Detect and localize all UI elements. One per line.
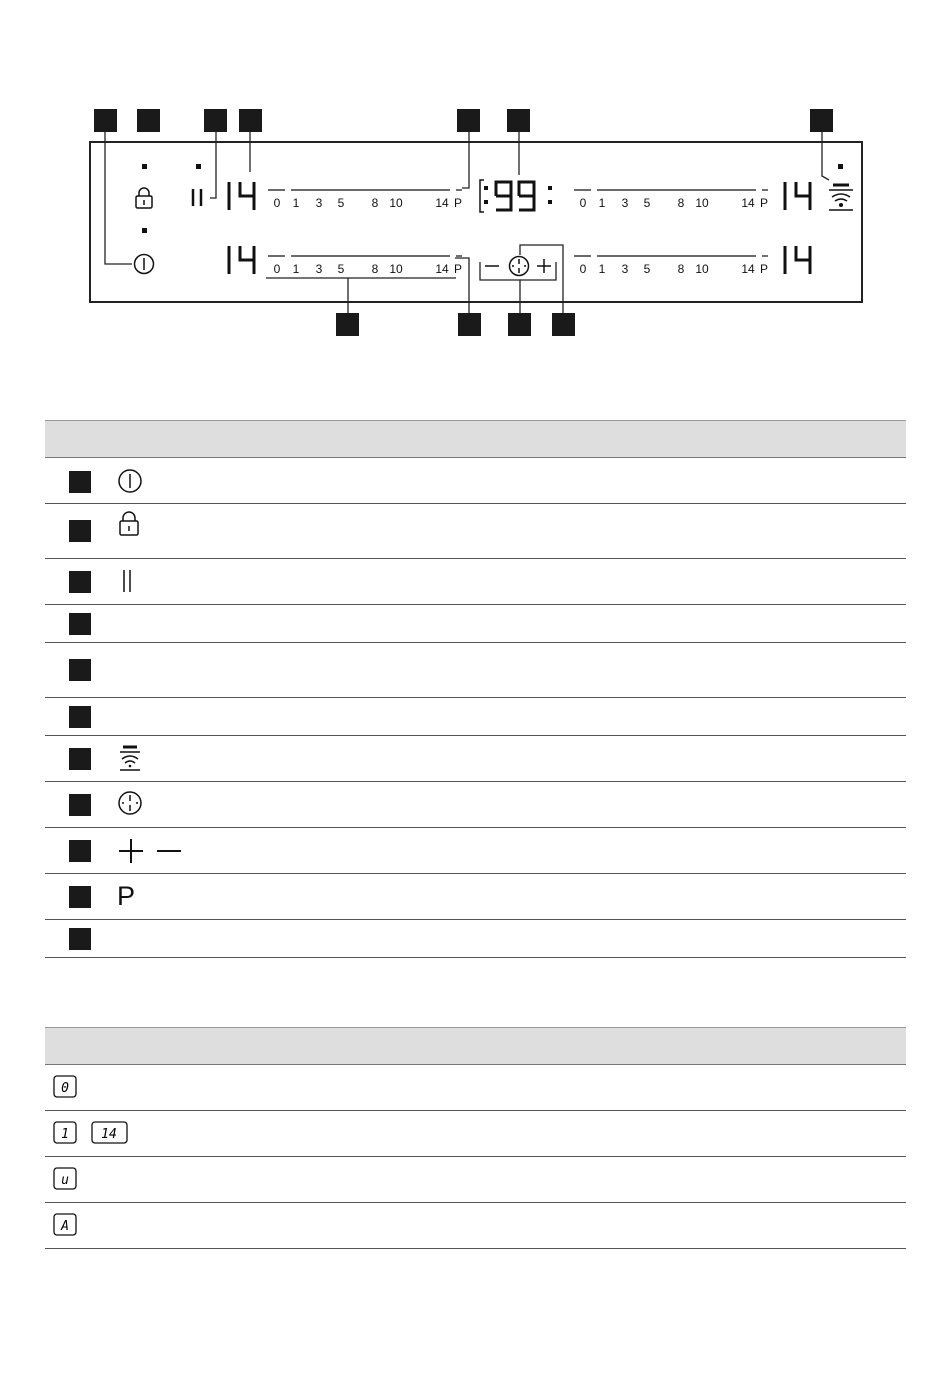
timer-icon[interactable]: [510, 257, 529, 276]
table-row: [45, 458, 906, 504]
scale-label: 14: [435, 262, 449, 276]
slider-scale-labels: [274, 196, 768, 276]
callout-marker: [69, 928, 91, 950]
displays-table-header: [45, 1027, 906, 1065]
table-row: [45, 1111, 906, 1157]
on-off-icon: [117, 468, 143, 494]
power-level-display-right-bottom: [785, 246, 810, 274]
scale-label: 10: [695, 196, 709, 210]
control-panel-diagram: [0, 0, 950, 350]
display-zero-icon: [53, 1075, 79, 1099]
scale-label: 3: [315, 196, 323, 210]
table-row: [45, 920, 906, 958]
lock-icon: [117, 511, 141, 537]
table-row: [45, 504, 906, 559]
table-row: [45, 605, 906, 643]
scale-label: 1: [598, 262, 606, 276]
scale-label: P: [453, 262, 463, 276]
scale-label: 1: [598, 196, 606, 210]
display-fourteen-icon: [91, 1121, 129, 1145]
display-one-icon: [53, 1121, 79, 1145]
callout-marker: [457, 109, 480, 132]
scale-label: 5: [337, 262, 345, 276]
display-value: 0: [61, 1081, 69, 1096]
callout-marker: [69, 613, 91, 635]
plus-minus-icon: [117, 838, 187, 864]
table-row: [45, 736, 906, 782]
callout-marker: [204, 109, 227, 132]
scale-label: 10: [389, 262, 403, 276]
scale-label: 0: [579, 196, 587, 210]
scale-label: 8: [677, 262, 685, 276]
scale-label: 5: [643, 262, 651, 276]
table-row: [45, 1203, 906, 1249]
plus-icon[interactable]: [537, 259, 551, 273]
indicator-dots: [142, 164, 843, 233]
panel-frame: [90, 142, 862, 302]
display-value: A: [61, 1219, 69, 1234]
controls-table-header: [45, 420, 906, 458]
power-level-display-left-bottom: [229, 246, 254, 274]
callout-marker: [137, 109, 160, 132]
callout-marker: [239, 109, 262, 132]
display-value: 1: [61, 1127, 69, 1142]
scale-label: 10: [695, 262, 709, 276]
table-row: [45, 643, 906, 698]
callout-marker: [458, 313, 481, 336]
callout-marker: [552, 313, 575, 336]
display-value: u: [61, 1173, 69, 1188]
callout-marker: [69, 748, 91, 770]
scale-label: 1: [292, 262, 300, 276]
scale-label: 5: [337, 196, 345, 210]
scale-label: 14: [741, 196, 755, 210]
power-level-display-left-top: [229, 182, 254, 210]
displays-table: [45, 1027, 906, 1249]
callout-marker: [69, 840, 91, 862]
hob-to-hood-icon: [117, 744, 143, 772]
scale-label: 8: [371, 262, 379, 276]
callout-marker: [507, 109, 530, 132]
on-off-icon[interactable]: [135, 255, 154, 274]
table-row: [45, 1065, 906, 1111]
table-row: [45, 874, 906, 920]
callout-marker: [810, 109, 833, 132]
scale-label: 14: [435, 196, 449, 210]
hob-to-hood-icon[interactable]: [829, 185, 853, 210]
scale-label: P: [453, 196, 463, 210]
callout-marker: [69, 471, 91, 493]
table-row: [45, 828, 906, 874]
timer-icon: [117, 790, 143, 816]
leader-lines: [105, 132, 829, 313]
callout-marker: [69, 520, 91, 542]
scale-label: P: [759, 262, 769, 276]
scale-label: 8: [371, 196, 379, 210]
callout-marker: [94, 109, 117, 132]
timer-display: [484, 182, 552, 210]
power-booster-icon: P: [117, 881, 136, 911]
scale-label: 14: [741, 262, 755, 276]
callout-marker: [336, 313, 359, 336]
scale-label: P: [759, 196, 769, 210]
callout-marker: [69, 659, 91, 681]
scale-label: 1: [292, 196, 300, 210]
lock-icon[interactable]: [136, 188, 152, 208]
power-level-display-right-top: [785, 182, 810, 210]
callout-marker: [69, 794, 91, 816]
callout-markers-bottom: [336, 313, 575, 336]
table-row: [45, 1157, 906, 1203]
callout-marker: [508, 313, 531, 336]
table-row: [45, 782, 906, 828]
display-u-icon: [53, 1167, 79, 1191]
callout-markers-top: [94, 109, 833, 132]
scale-label: 3: [315, 262, 323, 276]
pause-icon: [117, 568, 137, 594]
callout-marker: [69, 886, 91, 908]
scale-label: 3: [621, 196, 629, 210]
table-row: [45, 559, 906, 605]
timer-control-group: [480, 180, 551, 276]
callout-marker: [69, 571, 91, 593]
scale-label: 0: [579, 262, 587, 276]
scale-label: 0: [273, 262, 281, 276]
scale-label: 0: [273, 196, 281, 210]
pause-icon[interactable]: [193, 189, 201, 206]
callout-marker: [69, 706, 91, 728]
scale-label: 8: [677, 196, 685, 210]
display-value: 14: [101, 1127, 117, 1142]
display-a-icon: [53, 1213, 79, 1237]
scale-label: 3: [621, 262, 629, 276]
scale-label: 10: [389, 196, 403, 210]
controls-table: [45, 420, 906, 958]
table-row: [45, 698, 906, 736]
scale-label: 5: [643, 196, 651, 210]
